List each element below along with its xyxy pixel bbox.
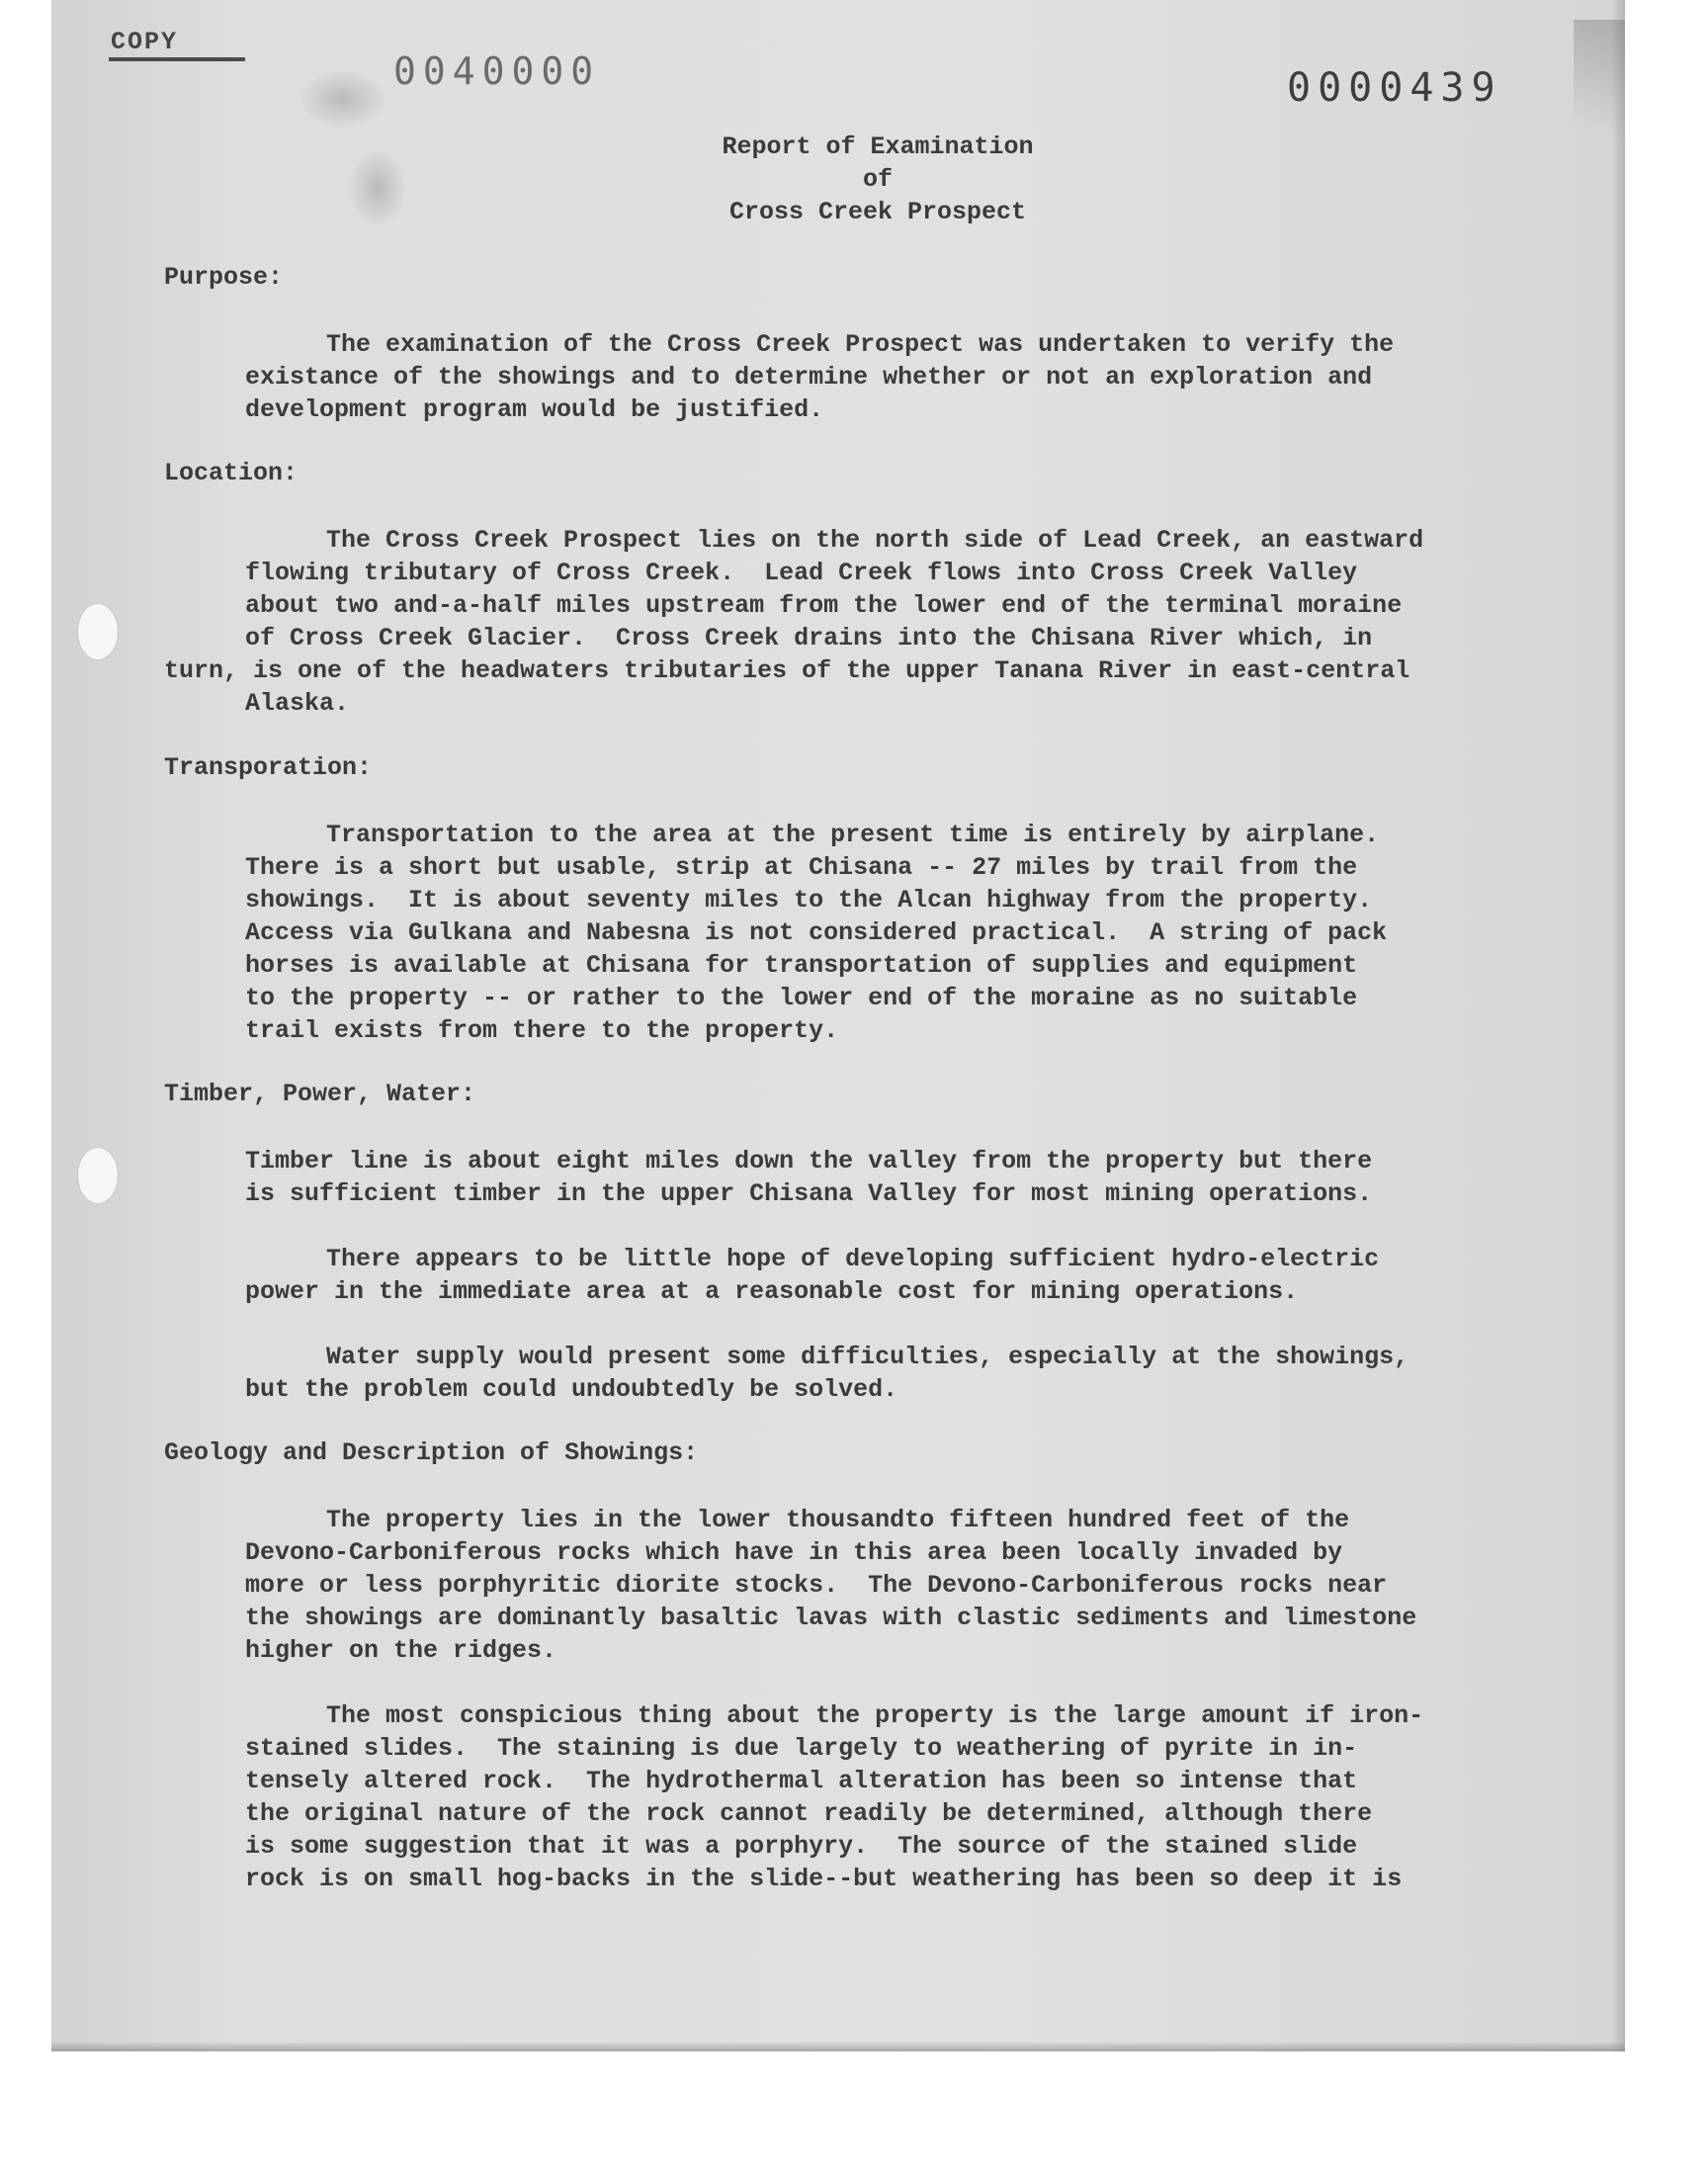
text-line: Alaska.	[245, 689, 350, 718]
text-line: rock is on small hog-backs in the slide--but weathering has been so deep it is	[245, 1865, 1403, 1893]
page-edge-shadow	[1611, 0, 1625, 2051]
document-title	[0, 130, 1708, 228]
text-line: flowing tributary of Cross Creek. Lead Creek flows into Cross Creek Valley	[245, 559, 1358, 587]
text-line: development program would be justified.	[245, 395, 824, 424]
text-line: but the problem could undoubtedly be solved.	[245, 1375, 898, 1404]
text-line: existance of the showings and to determine whether or not an exploration and	[245, 363, 1373, 392]
text-line: tensely altered rock. The hydrothermal alteration has been so intense that	[245, 1767, 1358, 1795]
section-heading-location: Location:	[164, 459, 299, 487]
text-line: power in the immediate area at a reasonable cost for mining operations.	[245, 1277, 1299, 1306]
text-line: There is a short but usable, strip at Chisana -- 27 miles by trail from the	[245, 853, 1358, 882]
text-line: about two and-a-half miles upstream from the lower end of the terminal moraine	[245, 591, 1403, 620]
text-line: stained slides. The staining is due largely to weathering of pyrite in in-	[245, 1734, 1358, 1763]
text-line: The examination of the Cross Creek Prospect was undertaken to verify the	[326, 330, 1395, 359]
text-line: is sufficient timber in the upper Chisana Valley for most mining operations.	[245, 1179, 1373, 1208]
text-line: higher on the ridges.	[245, 1636, 557, 1665]
text-line: There appears to be little hope of developing sufficient hydro-electric	[326, 1245, 1380, 1273]
text-line: more or less porphyritic diorite stocks. The Devono-Carboniferous rocks near	[245, 1571, 1388, 1600]
text-line: Access via Gulkana and Nabesna is not considered practical. A string of pack	[245, 918, 1388, 947]
punch-hole	[77, 1147, 119, 1204]
text-line: The property lies in the lower thousandto fifteen hundred feet of the	[326, 1506, 1350, 1534]
section-heading-geology: Geology and Description of Showings:	[164, 1438, 699, 1467]
text-line: turn, is one of the headwaters tributaries of the upper Tanana River in east-central	[164, 656, 1410, 685]
text-line: the showings are dominantly basaltic lavas with clastic sediments and limestone	[245, 1604, 1417, 1632]
stamp-number-right: 0000439	[1287, 65, 1502, 111]
text-line: The Cross Creek Prospect lies on the north side of Lead Creek, an eastward	[326, 526, 1424, 555]
text-line: Water supply would present some difficulties, especially at the showings,	[326, 1343, 1409, 1371]
copy-mark: COPY	[111, 28, 179, 56]
text-line: showings. It is about seventy miles to the Alcan highway from the property.	[245, 886, 1373, 914]
section-heading-timber-power-water: Timber, Power, Water:	[164, 1080, 476, 1108]
text-line: is some suggestion that it was a porphyry. The source of the stained slide	[245, 1832, 1358, 1861]
text-line: trail exists from there to the property.	[245, 1016, 839, 1045]
text-line: horses is available at Chisana for transportation of supplies and equipment	[245, 951, 1358, 980]
text-line: of Cross Creek Glacier. Cross Creek drains into the Chisana River which, in	[245, 624, 1373, 652]
text-line: Timber line is about eight miles down the valley from the property but there	[245, 1147, 1373, 1175]
title-line: of	[862, 165, 893, 194]
section-heading-transportation: Transporation:	[164, 753, 373, 782]
title-line: Cross Creek Prospect	[728, 198, 1027, 226]
title-line: Report of Examination	[722, 132, 1034, 161]
text-line: The most conspicious thing about the property is the large amount if iron-	[326, 1701, 1424, 1730]
punch-hole	[77, 603, 119, 660]
stamp-number-left: 0040000	[393, 49, 601, 93]
section-heading-purpose: Purpose:	[164, 263, 284, 292]
text-line: the original nature of the rock cannot readily be determined, although there	[245, 1799, 1373, 1828]
text-line: to the property -- or rather to the lower end of the moraine as no suitable	[245, 984, 1358, 1012]
ink-smudge	[299, 69, 387, 129]
text-line: Transportation to the area at the present time is entirely by airplane.	[326, 821, 1380, 849]
copy-mark-underline	[109, 57, 245, 61]
page-bottom-edge	[51, 2042, 1625, 2051]
text-line: Devono-Carboniferous rocks which have in this area been locally invaded by	[245, 1538, 1343, 1567]
